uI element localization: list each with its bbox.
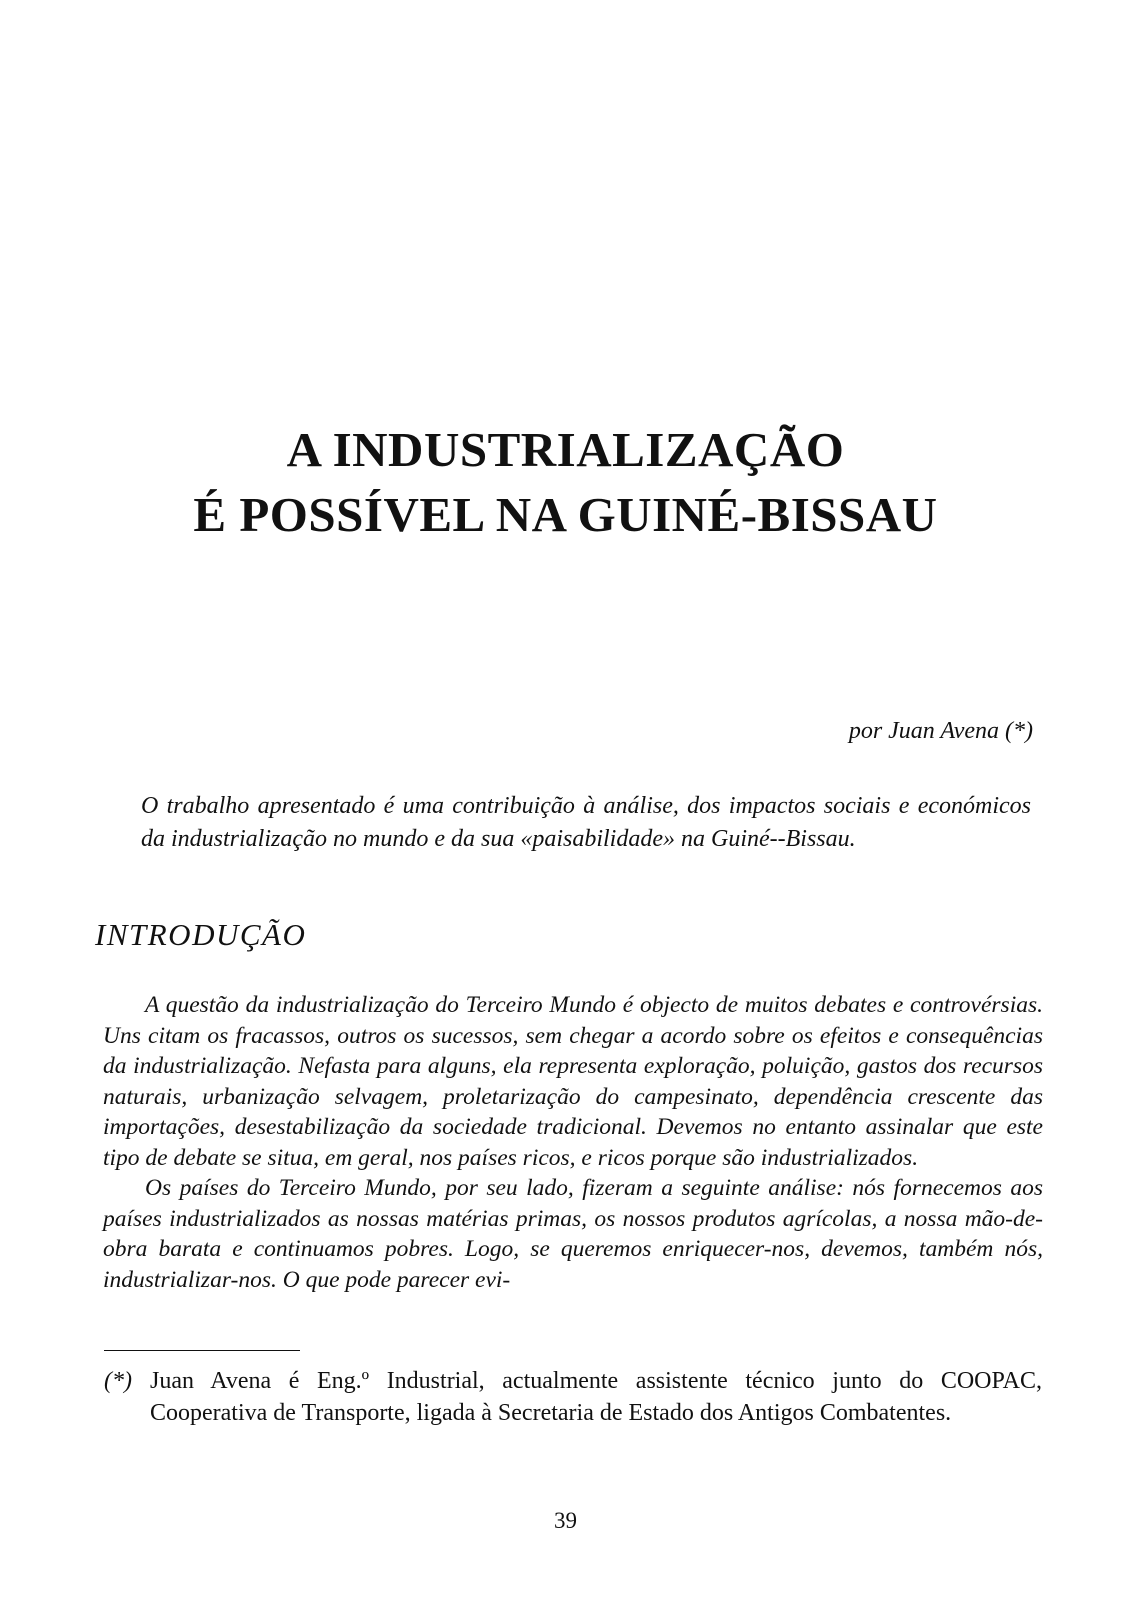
footnote-text: Juan Avena é Eng.º Industrial, actualmente assistente técnico junto do COOPAC, Cooperativa de Transporte, ligada à Secretaria de Estado dos Antigos Combatentes. bbox=[150, 1368, 1042, 1426]
paragraph: Os países do Terceiro Mundo, por seu lado, fizeram a seguinte análise: nós fornecemos aos países industrializados as nossas matérias primas, os nossos produtos agrícolas, a nossa mão-de-obra barata e continuamos pobres. Logo, se queremos enriquecer-nos, devemos, também nós, industrializar-nos. O que pode parecer evi- bbox=[103, 1175, 1043, 1293]
abstract: O trabalho apresentado é uma contribuição à análise, dos impactos sociais e económicos da industrialização no mundo e da sua «paisabilidade» na Guiné--Bissau. bbox=[141, 793, 1031, 852]
section-heading: INTRODUÇÃO bbox=[95, 917, 307, 952]
author-byline: por Juan Avena (*) bbox=[848, 718, 1033, 744]
body-text bbox=[103, 990, 1043, 1295]
page-number: 39 bbox=[554, 1508, 577, 1533]
paragraph: A questão da industrialização do Terceiro Mundo é objecto de muitos debates e controvérsias. Uns citam os fracassos, outros os sucessos, sem chegar a acordo sobre os efeitos e consequências da industrialização. Nefasta para alguns, ela representa exploração, poluição, gastos dos recursos naturais, urbanização selvagem, proletarização do campesinato, dependência crescente das importações, desestabilização da sociedade tradicional. Devemos no entanto assinalar que este tipo de debate se situa, em geral, nos países ricos, e ricos porque são industrializados. bbox=[103, 992, 1043, 1171]
title-line-1: A INDUSTRIALIZAÇÃO bbox=[286, 422, 845, 477]
footnote-divider bbox=[104, 1350, 300, 1351]
footnote-marker: (*) bbox=[104, 1368, 132, 1394]
footnote bbox=[104, 1365, 1042, 1429]
title-line-2: É POSSÍVEL NA GUINÉ-BISSAU bbox=[193, 487, 938, 542]
